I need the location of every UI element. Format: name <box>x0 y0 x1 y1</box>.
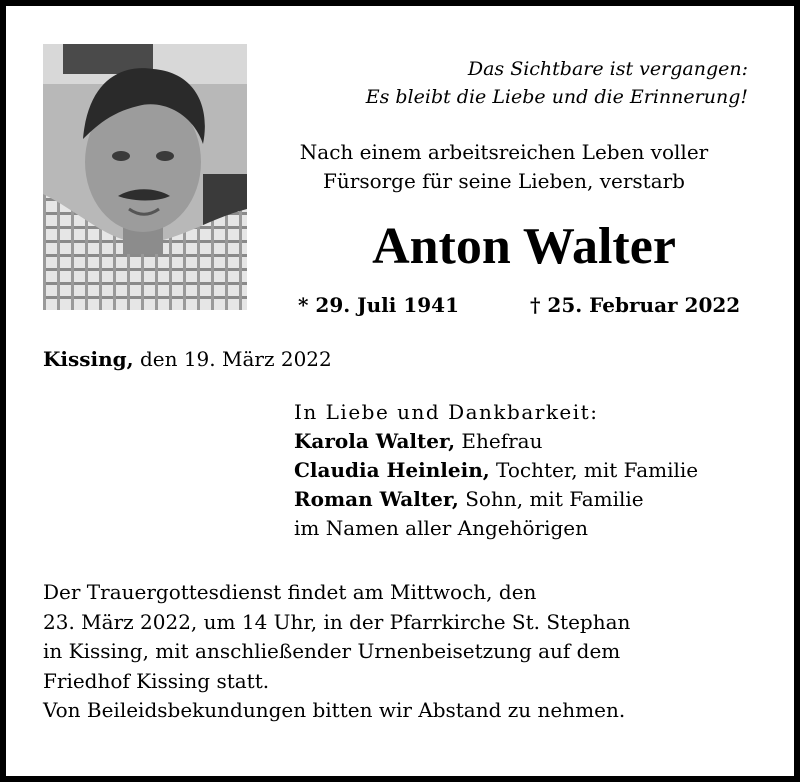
mourner-row <box>294 456 698 485</box>
birth-date: * 29. Juli 1941 <box>298 293 460 317</box>
mourners-heading: In Liebe und Dankbarkeit: <box>294 400 599 424</box>
mourners-block <box>294 398 698 543</box>
service-line: Friedhof Kissing statt. <box>43 668 270 693</box>
intro-line-2: Fürsorge für seine Lieben, verstarb <box>323 169 685 193</box>
motto-line-2: Es bleibt die Liebe und die Erinnerung! <box>365 86 748 108</box>
service-line: 23. März 2022, um 14 Uhr, in der Pfarrkirche St. Stephan <box>43 609 631 634</box>
place-date: den 19. März 2022 <box>133 347 332 371</box>
mourners-closing: im Namen aller Angehörigen <box>294 516 589 540</box>
mourner-name: Karola Walter, <box>294 429 456 453</box>
motto-line-1: Das Sichtbare ist vergangen: <box>467 58 748 80</box>
mourner-name: Roman Walter, <box>294 487 459 511</box>
motto <box>278 55 748 111</box>
mourner-relation: Tochter, mit Familie <box>489 458 699 482</box>
portrait-photo <box>43 44 247 310</box>
service-info <box>43 578 630 726</box>
place-and-date <box>43 345 332 373</box>
mourner-relation: Sohn, mit Familie <box>458 487 644 511</box>
intro-text <box>258 138 750 196</box>
place-town: Kissing, <box>43 347 134 371</box>
death-date: † 25. Februar 2022 <box>530 293 741 317</box>
mourner-row <box>294 485 698 514</box>
deceased-name: Anton Walter <box>372 218 676 275</box>
intro-line-1: Nach einem arbeitsreichen Leben voller <box>299 140 709 164</box>
mourner-row <box>294 427 698 456</box>
mourner-relation: Ehefrau <box>455 429 543 453</box>
service-line: Von Beileidsbekundungen bitten wir Abstand zu nehmen. <box>43 698 626 722</box>
service-line: Der Trauergottesdienst findet am Mittwoch, den <box>43 580 537 604</box>
mourner-name: Claudia Heinlein, <box>294 458 490 482</box>
service-line: in Kissing, mit anschließender Urnenbeisetzung auf dem <box>43 639 621 663</box>
